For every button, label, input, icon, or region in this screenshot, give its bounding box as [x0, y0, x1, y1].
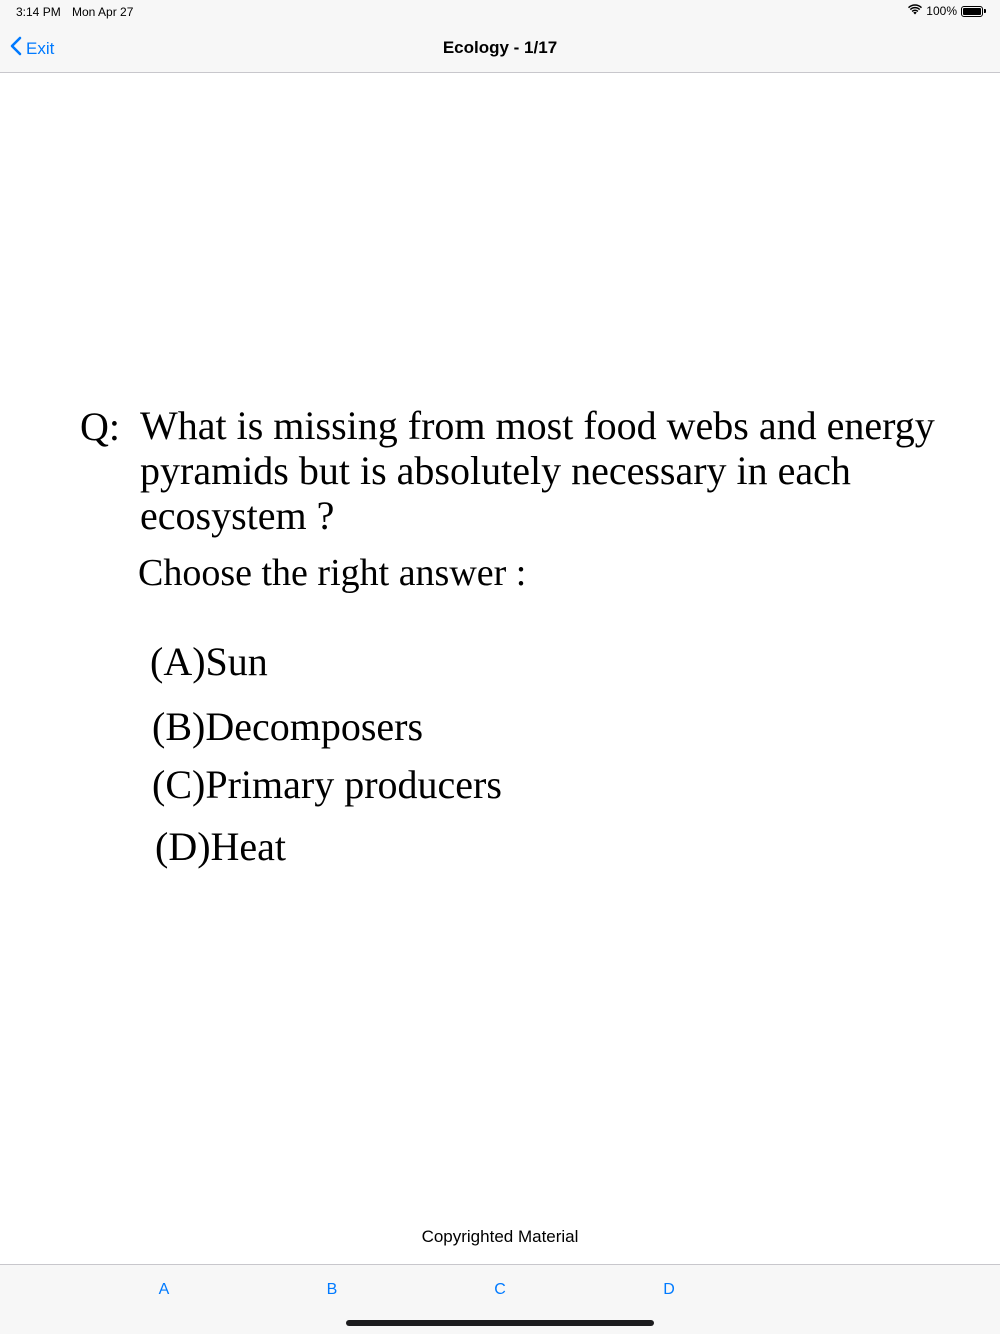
question-content — [0, 73, 1000, 1263]
option-text: Heat — [210, 824, 287, 869]
navigation-bar — [0, 24, 1000, 73]
exit-button-label: Exit — [26, 38, 55, 58]
status-bar — [0, 0, 1000, 24]
option-letter: (C) — [152, 762, 206, 807]
option-letter: (A) — [150, 639, 206, 684]
instruction-text: Choose the right answer : — [138, 552, 527, 594]
status-time: 3:14 PM — [16, 5, 61, 19]
option-text: Primary producers — [205, 762, 502, 807]
wifi-icon — [908, 4, 922, 18]
option-c — [152, 761, 502, 808]
answer-d-button[interactable]: D — [663, 1281, 675, 1298]
option-d — [155, 823, 286, 870]
option-b — [152, 703, 423, 750]
status-indicators — [908, 4, 986, 18]
home-indicator[interactable] — [346, 1320, 654, 1326]
copyright-text: Copyrighted Material — [421, 1227, 579, 1246]
option-text: Decomposers — [205, 704, 424, 749]
answer-c-button[interactable]: C — [494, 1281, 506, 1298]
option-text: Sun — [205, 639, 268, 684]
page-title: Ecology - 1/17 — [442, 38, 558, 57]
answer-a-button[interactable]: A — [158, 1281, 170, 1298]
status-date: Mon Apr 27 — [72, 5, 134, 19]
question-label: Q: — [80, 404, 120, 449]
question-text: What is missing from most food webs and energy pyramids but is absolutely necessary in each ecosystem ? — [140, 403, 935, 538]
battery-icon — [961, 6, 983, 17]
option-letter: (D) — [155, 824, 211, 869]
answer-b-button[interactable]: B — [326, 1281, 338, 1298]
option-a — [150, 638, 268, 685]
battery-tip — [984, 9, 986, 13]
option-letter: (B) — [152, 704, 206, 749]
battery-percent: 100% — [926, 4, 957, 18]
